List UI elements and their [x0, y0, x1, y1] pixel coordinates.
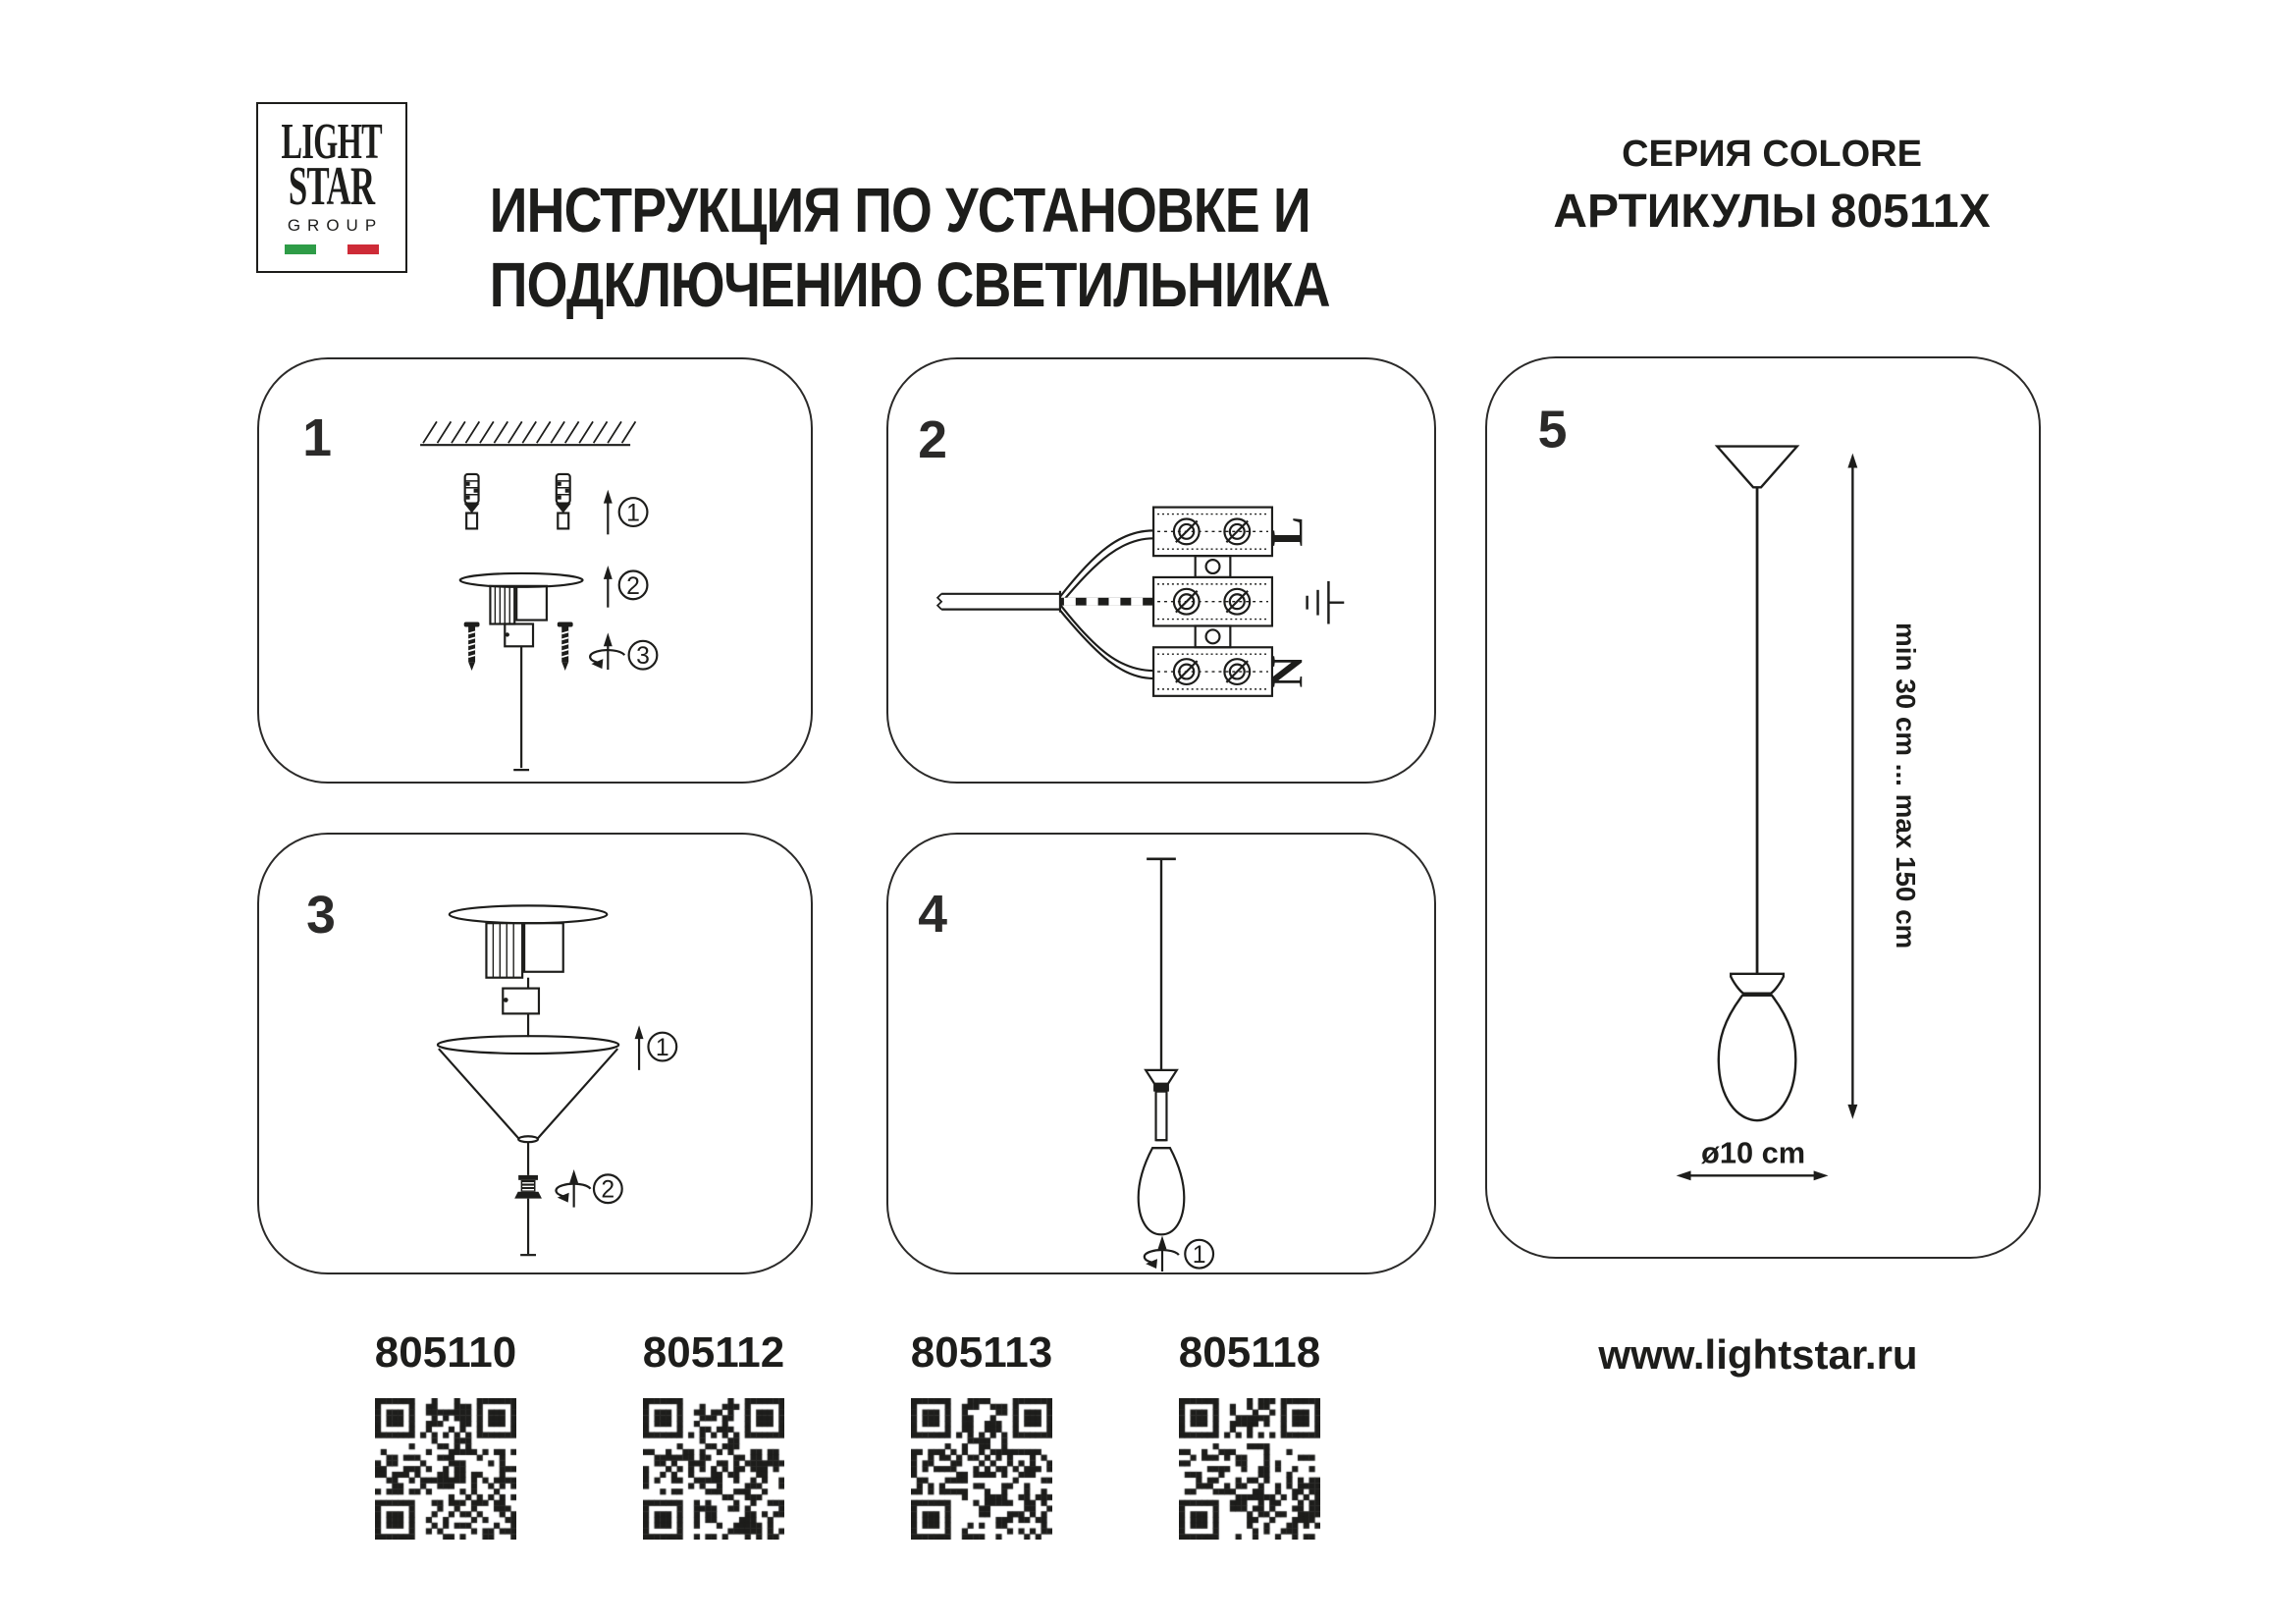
- screw-icon: [464, 623, 480, 672]
- step-5-panel: [1485, 356, 2041, 1259]
- article-code: 805112: [642, 1328, 785, 1377]
- step-1-diagram: [259, 359, 811, 782]
- step-4-diagram: [888, 835, 1434, 1272]
- terminal-bridge: [1196, 625, 1231, 647]
- wall-plug-icon: [556, 474, 571, 528]
- live-label: L: [1261, 516, 1312, 547]
- qr-code: [1179, 1398, 1320, 1540]
- flag-green: [285, 244, 316, 254]
- arrow-up-icon: [604, 566, 613, 608]
- wire-neutral: [1060, 605, 1153, 678]
- title-line-2: ПОДКЛЮЧЕНИЮ СВЕТИЛЬНИКА: [489, 249, 1330, 320]
- article-code: 805118: [1178, 1328, 1321, 1377]
- article-code: 805110: [374, 1328, 517, 1377]
- step-5-diagram: [1487, 358, 2039, 1257]
- arrow-up-icon: [604, 490, 613, 535]
- screw-rotate-icon: [1145, 1235, 1179, 1272]
- lamp-holder-icon: [1146, 1070, 1177, 1140]
- screw-rotate-icon: [590, 632, 624, 670]
- svg-text:1: 1: [655, 1034, 669, 1061]
- callout-3: [629, 641, 658, 670]
- flag-white: [316, 244, 347, 254]
- ceiling-hatch-icon: [420, 421, 635, 445]
- ground-icon: [1308, 581, 1345, 624]
- teardrop-diffuser-icon: [1139, 1140, 1185, 1234]
- qr-code: [375, 1398, 516, 1540]
- svg-text:2: 2: [601, 1176, 615, 1204]
- article-805113: [874, 1329, 1090, 1540]
- callout-1: [1185, 1240, 1213, 1269]
- screw-rotate-icon: [556, 1169, 590, 1208]
- article-code: 805113: [910, 1328, 1053, 1377]
- articles-label: АРТИКУЛЫ 80511X: [1553, 186, 1991, 238]
- step-number: 1: [302, 409, 332, 468]
- lightstar-logo: [256, 102, 407, 273]
- step-number: 2: [918, 411, 948, 470]
- website-link: www.lightstar.ru: [1598, 1331, 1918, 1378]
- pendant-cable-icon: [1147, 859, 1176, 1070]
- terminal-bridge: [1196, 556, 1231, 577]
- callout-1: [619, 498, 648, 526]
- qr-code: [643, 1398, 784, 1540]
- article-805112: [606, 1329, 822, 1540]
- cone-shade-icon: [438, 1036, 618, 1142]
- step-number: 4: [918, 886, 947, 945]
- neutral-label: N: [1261, 655, 1312, 688]
- arrow-up-icon: [635, 1025, 644, 1070]
- logo-word-star: STAR: [289, 155, 375, 217]
- terminal-block-live: [1153, 508, 1272, 557]
- cable-grip-icon: [514, 1175, 542, 1199]
- step-1-panel: [257, 357, 813, 784]
- terminal-block-earth: [1153, 577, 1272, 626]
- page-title: [422, 173, 1330, 322]
- svg-text:3: 3: [636, 643, 650, 671]
- callout-2: [619, 570, 648, 599]
- terminal-block-neutral: [1153, 647, 1272, 696]
- height-range-label: min 30 cm ... max 150 cm: [1891, 623, 1922, 949]
- step-2-diagram: [888, 359, 1434, 782]
- svg-text:1: 1: [626, 500, 640, 527]
- title-line-1: ИНСТРУКЦИЯ ПО УСТАНОВКЕ И: [489, 175, 1310, 245]
- callout-2: [594, 1174, 622, 1203]
- step-3-diagram: [259, 835, 811, 1272]
- step-2-panel: [886, 357, 1436, 784]
- wall-plug-icon: [464, 474, 480, 528]
- screw-icon: [558, 623, 573, 672]
- article-805118: [1142, 1329, 1358, 1540]
- callout-1: [648, 1033, 676, 1061]
- canopy-mount-icon: [450, 905, 608, 1037]
- logo-word-light: LIGHT: [281, 114, 383, 170]
- svg-text:2: 2: [626, 572, 640, 600]
- step-number: 3: [306, 887, 336, 946]
- article-805110: [338, 1329, 554, 1540]
- step-4-panel: [886, 833, 1436, 1274]
- wire-live: [1060, 530, 1153, 604]
- step-3-panel: [257, 833, 813, 1274]
- diameter-label: ø10 cm: [1701, 1135, 1806, 1170]
- logo-word-group: GROUP: [287, 216, 384, 236]
- canopy-mount-icon: [460, 573, 583, 770]
- series-label: СЕРИЯ COLORE: [1622, 134, 1922, 175]
- step-number: 5: [1537, 400, 1568, 460]
- svg-text:1: 1: [1192, 1242, 1206, 1270]
- mains-cable-icon: [937, 591, 1060, 613]
- height-dimension-arrow: [1847, 454, 1857, 1119]
- flag-red: [347, 244, 379, 254]
- diameter-dimension-arrow: [1677, 1170, 1829, 1180]
- qr-code: [911, 1398, 1052, 1540]
- italian-flag-icon: [285, 244, 379, 254]
- pendant-lamp-icon: [1717, 447, 1796, 1121]
